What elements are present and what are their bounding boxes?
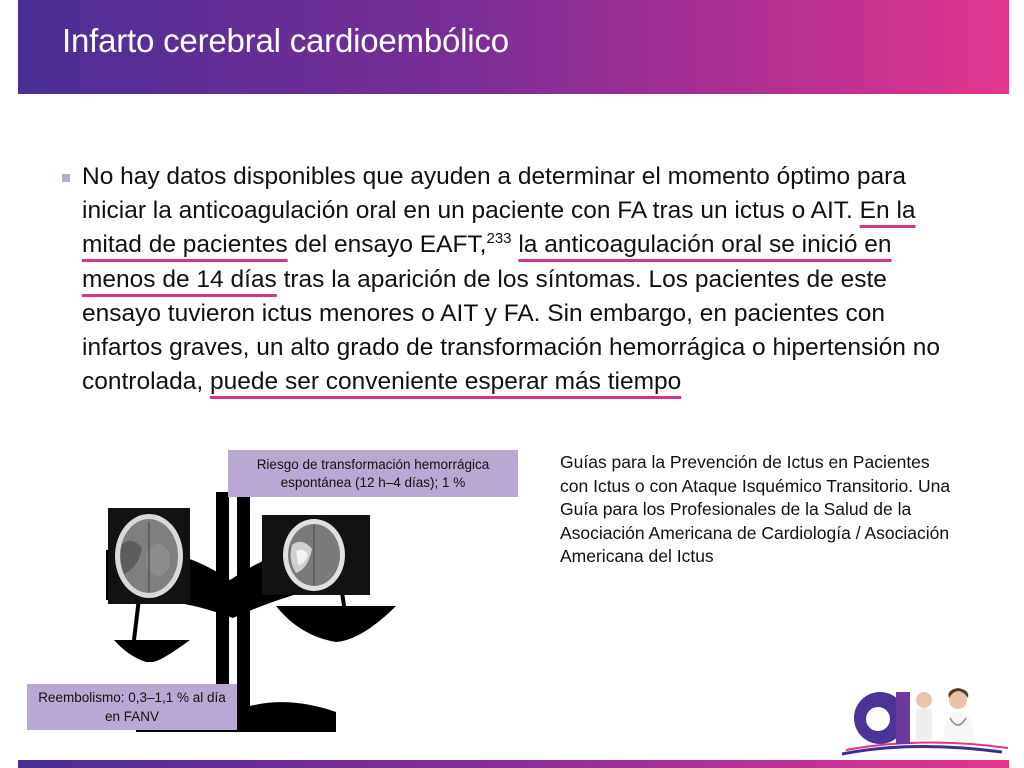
ct-scan-image-hemorrhagic [262,515,370,595]
slide-title: Infarto cerebral cardioembólico [62,22,509,59]
guideline-citation: Guías para la Prevención de Ictus en Pacientes con Ictus o con Ataque Isquémico Transitorio. Una Guía para los Profesionales de la Salud de la Asociación Americana de Cardiología / Asociación Americana del Ictus [560,452,951,567]
underlined-phrase-anticoagulation: la anticoagulación oral se inició en menos de 14 días [82,231,892,293]
reembolism-label: Reembolismo: 0,3–1,1 % al día en FANV [27,684,237,730]
title-banner [18,0,1009,94]
bullet-text [82,160,962,399]
reference-superscript: 233 [486,230,512,248]
ct-scan-image-ischemic [108,508,190,604]
bullet-text-part: No hay datos disponibles que ayuden a determinar el momento óptimo para iniciar la anticoagulación oral en un paciente con FA tras un ictus o AIT. [82,163,906,225]
bullet-text-part: del ensayo EAFT, [287,231,487,259]
bullet-text-part: tras la aparición de los síntomas. Los pacientes de este ensayo tuvieron ictus menores o AIT y FA. Sin embargo, en pacientes con infartos graves, un alto grado de transformación hemorrágica o hipertensión no controlada, [82,265,940,396]
publisher-logo [832,678,1012,758]
bullet-square-icon [62,174,70,182]
footer-bar [18,760,1009,768]
underlined-phrase-wait-longer: puede ser conveniente esperar más tiempo [210,368,682,396]
underlined-phrase-half-patients: En la mitad de pacientes [82,197,916,259]
hemorrhagic-risk-label: Riesgo de transformación hemorrágica espontánea (12 h–4 días); 1 % [228,450,518,497]
